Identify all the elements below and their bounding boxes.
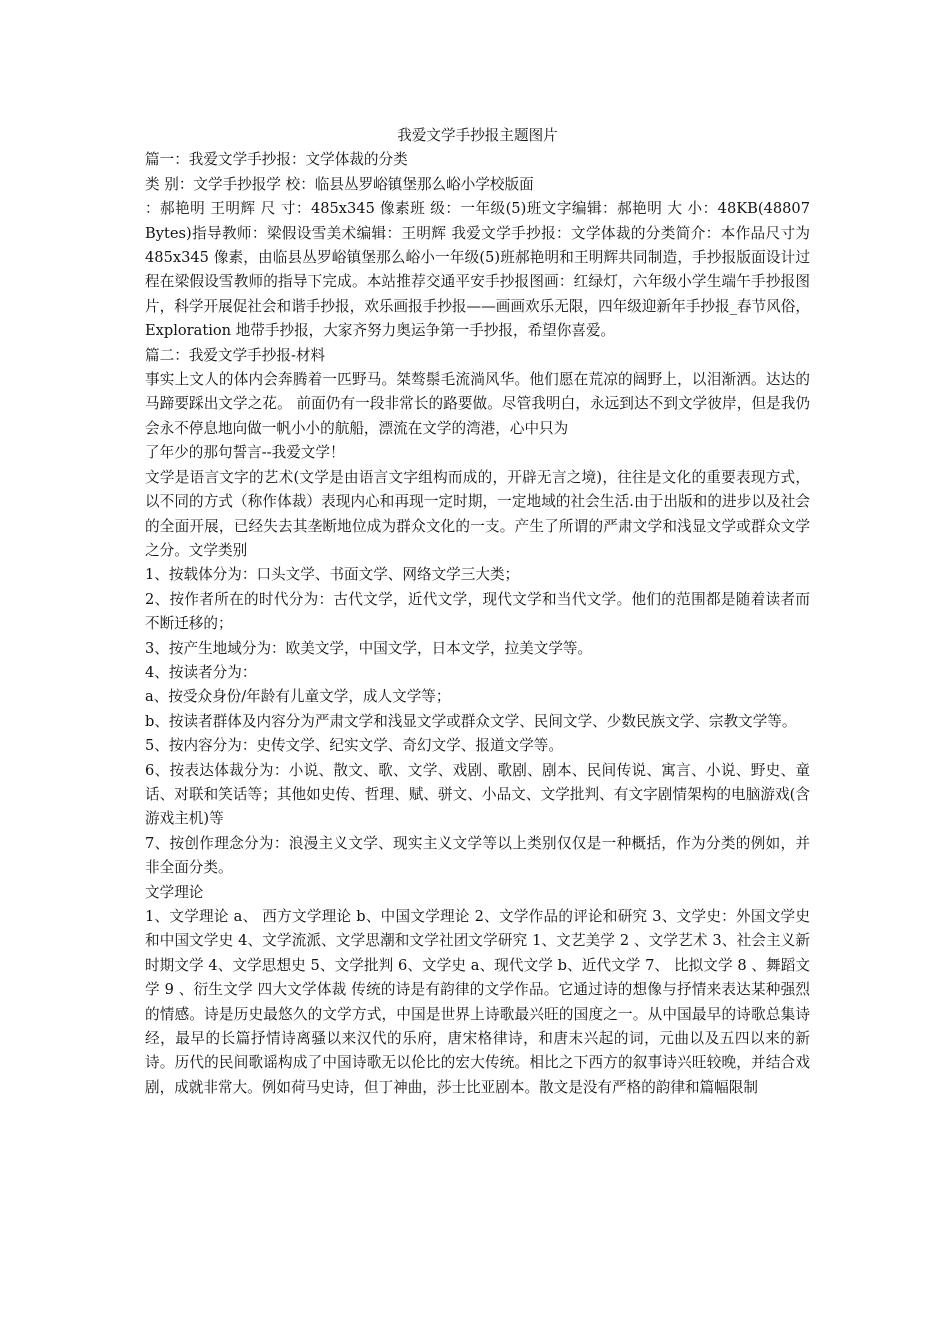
paragraph-theory-body: 1、文学理论 a、 西方文学理论 b、中国文学理论 2、文学作品的评论和研究 3、文学史：外国文学史和中国文学史 4、文学流派、文学思潮和文学社团文学研究 1、文艺美学 2 、文学艺术 3、社会主义新时期文学 4、文学思想史 5、文学批判 6、文学史 a、现代文学 b、近代文学 7、 比拟文学 8 、舞蹈文学 9 、衍生文学 四大文学体裁 传统的诗是有韵律的文学作品。它通过诗的想像与抒情来表达某种强烈的情感。诗是历史最悠久的文学方式，中国是世界上诗歌最兴旺的国度之一。从中国最早的诗歌总集诗经，最早的长篇抒情诗离骚以来汉代的乐府，唐宋格律诗，和唐末兴起的词，元曲以及五四以来的新诗。历代的民间歌谣构成了中国诗歌无以伦比的宏大传统。相比之下西方的叙事诗兴旺较晚，并结合戏剧，成就非常大。例如荷马史诗，但丁神曲，莎士比亚剧本。散文是没有严格的韵律和篇幅限制 bbox=[145, 908, 810, 1096]
paragraph-oath: 了年少的那句誓言--我爱文学！ bbox=[145, 444, 345, 462]
paragraph-section1-heading: 篇一：我爱文学手抄报：文学体裁的分类 bbox=[145, 151, 408, 169]
list-subitem-b: b、按读者群体及内容分为严肃文学和浅显文学或群众文学、民间文学、少数民族文学、宗教文学等。 bbox=[145, 712, 797, 730]
paragraph-wild-horse: 事实上文人的体内会奔腾着一匹野马。桀骜鬃毛流淌风华。他们愿在荒凉的阔野上，以泪渐洒。达达的马蹄要踩出文学之花。 前面仍有一段非常长的路要做。尽管我明白，永远到达不到文学彼岸，但是我仍会永不停息地向做一帆小小的航船，漂流在文学的湾港，心中只为 bbox=[145, 371, 810, 437]
paragraph-section2-heading: 篇二：我爱文学手抄报-材料 bbox=[145, 346, 326, 364]
document-title: 我爱文学手抄报主题图片 bbox=[397, 127, 558, 144]
list-item-by-carrier: 1、按载体分为：口头文学、书面文学、网络文学三大类； bbox=[145, 566, 520, 584]
list-item-by-era: 2、按作者所在的时代分为：古代文学，近代文学，现代文学和当代文学。他们的范围都是随着读者而不断迁移的； bbox=[145, 590, 810, 633]
paragraph-literature-definition: 文学是语言文字的艺术(文学是由语言文字组构而成的，开辟无言之境)，往往是文化的重要表现方式，以不同的方式（称作体裁）表现内心和再现一定时期，一定地域的社会生活.由于出版和的进步以及社会的全面开展，已经失去其垄断地位成为群众文化的一支。产生了所谓的严肃文学和浅显文学或群众文学之分。文学类别 bbox=[145, 468, 810, 559]
list-item-by-region: 3、按产生地域分为：欧美文学，中国文学，日本文学，拉美文学等。 bbox=[145, 639, 593, 657]
paragraph-category-school: 类 别：文学手抄报学 校：临县丛罗峪镇堡那么峪小学校版面 bbox=[145, 175, 534, 193]
list-item-by-genre: 6、按表达体裁分为：小说、散文、歌、文学、戏剧、歌剧、剧本、民间传说、寓言、小说、野史、童话、对联和笑话等；其他如史传、哲理、赋、骈文、小品文、文学批判、有文字剧情架构的电脑游戏(含游戏主机)等 bbox=[145, 761, 810, 828]
list-subitem-a: a、按受众身份/年龄有儿童文学，成人文学等； bbox=[145, 688, 451, 706]
list-item-by-reader: 4、按读者分为： bbox=[145, 663, 257, 681]
paragraph-credits-intro: ：郝艳明 王明辉 尺 寸：485x345 像素班 级：一年级(5)班文字编辑：郝艳明 大 小：48KB(48807 Bytes)指导教师：梁假设雪美术编辑：王明辉 我爱文学手抄报：文学体裁的分类简介：本作品尺寸为 485x345 像素，由临县丛罗峪镇堡那么峪小一年级(5)班郝艳明和王明辉共同制造，手抄报版面设计过程在梁假设雪教师的指导下完成。本站推荐交通平安手抄报图画：红绿灯，六年级小学生端午手抄报图片，科学开展促社会和谐手抄报，欢乐画报手抄报——画画欢乐无限，四年级迎新年手抄报_春节风俗，Exploration 地带手抄报，大家齐努力奥运争第一手抄报，希望你喜爱。 bbox=[145, 200, 810, 340]
section-heading-theory: 文学理论 bbox=[145, 883, 204, 901]
document-body bbox=[145, 124, 810, 1100]
list-item-by-content: 5、按内容分为：史传文学、纪实文学、奇幻文学、报道文学等。 bbox=[145, 737, 563, 755]
list-item-by-philosophy: 7、按创作理念分为：浪漫主义文学、现实主义文学等以上类别仅仅是一种概括，作为分类的例如，并非全面分类。 bbox=[145, 834, 810, 877]
